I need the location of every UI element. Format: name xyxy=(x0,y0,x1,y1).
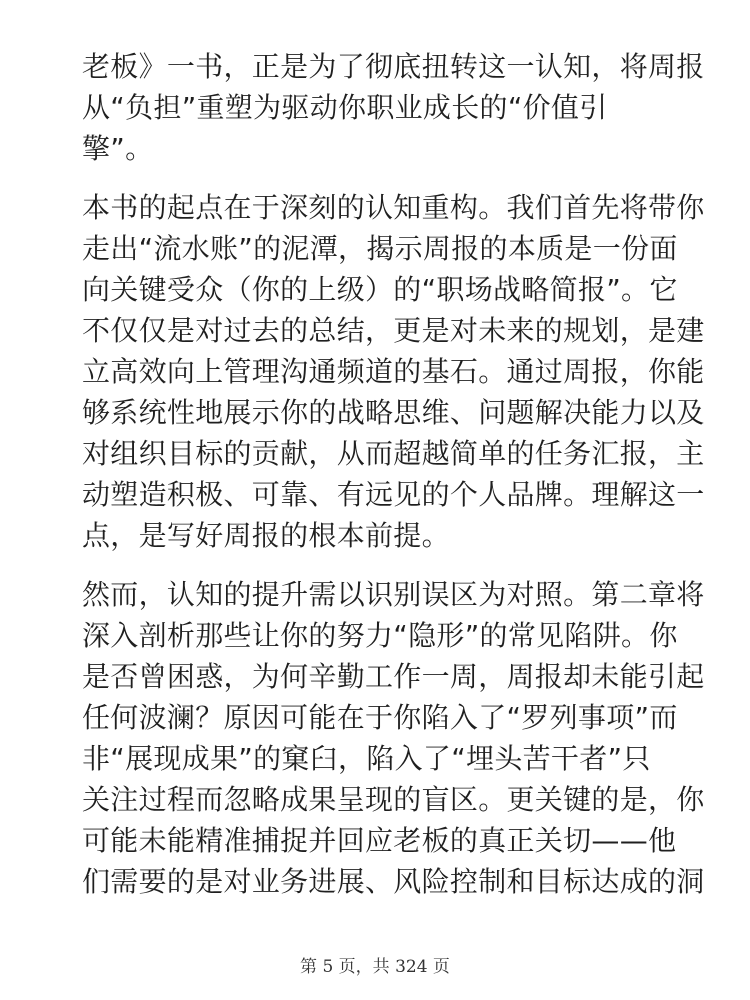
text-line: 从“负担”重塑为驱动你职业成长的“价值引 xyxy=(82,91,608,124)
text-line: 关注过程而忽略成果呈现的盲区。更关键的是，你 xyxy=(82,783,705,816)
text-line: 不仅仅是对过去的总结，更是对未来的规划，是建 xyxy=(82,314,705,347)
text-line: 向关键受众（你的上级）的“职场战略简报”。它 xyxy=(82,273,678,306)
text-line: 任何波澜？原因可能在于你陷入了“罗列事项”而 xyxy=(82,701,678,734)
text-line: 是否曾困惑，为何辛勤工作一周，周报却未能引起 xyxy=(82,660,705,693)
text-line: 动塑造积极、可靠、有远见的个人品牌。理解这一 xyxy=(82,478,705,511)
text-line: 对组织目标的贡献，从而超越简单的任务汇报，主 xyxy=(82,437,705,470)
text-line: 可能未能精准捕捉并回应老板的真正关切——他 xyxy=(82,824,677,857)
text-line: 非“展现成果”的窠臼，陷入了“埋头苦干者”只 xyxy=(82,742,651,775)
page-body xyxy=(82,46,705,902)
text-line: 立高效向上管理沟通频道的基石。通过周报，你能 xyxy=(82,355,705,388)
text-line: 擎”。 xyxy=(82,132,154,165)
text-line: 老板》一书，正是为了彻底扭转这一认知，将周报 xyxy=(82,50,705,83)
page-number: 第 5 页，共 324 页 xyxy=(300,957,450,977)
text-line: 深入剖析那些让你的努力“隐形”的常见陷阱。你 xyxy=(82,619,678,652)
text-line: 走出“流水账”的泥潭，揭示周报的本质是一份面 xyxy=(82,232,678,265)
text-line: 们需要的是对业务进展、风险控制和目标达成的洞 xyxy=(82,865,705,898)
text-line: 点，是写好周报的根本前提。 xyxy=(82,519,450,552)
text-line: 本书的起点在于深刻的认知重构。我们首先将带你 xyxy=(82,191,705,224)
paragraph-2 xyxy=(82,187,705,556)
paragraph-3 xyxy=(82,574,705,902)
text-line: 够系统性地展示你的战略思维、问题解决能力以及 xyxy=(82,396,705,429)
paragraph-1 xyxy=(82,46,705,169)
text-line: 然而，认知的提升需以识别误区为对照。第二章将 xyxy=(82,578,705,611)
